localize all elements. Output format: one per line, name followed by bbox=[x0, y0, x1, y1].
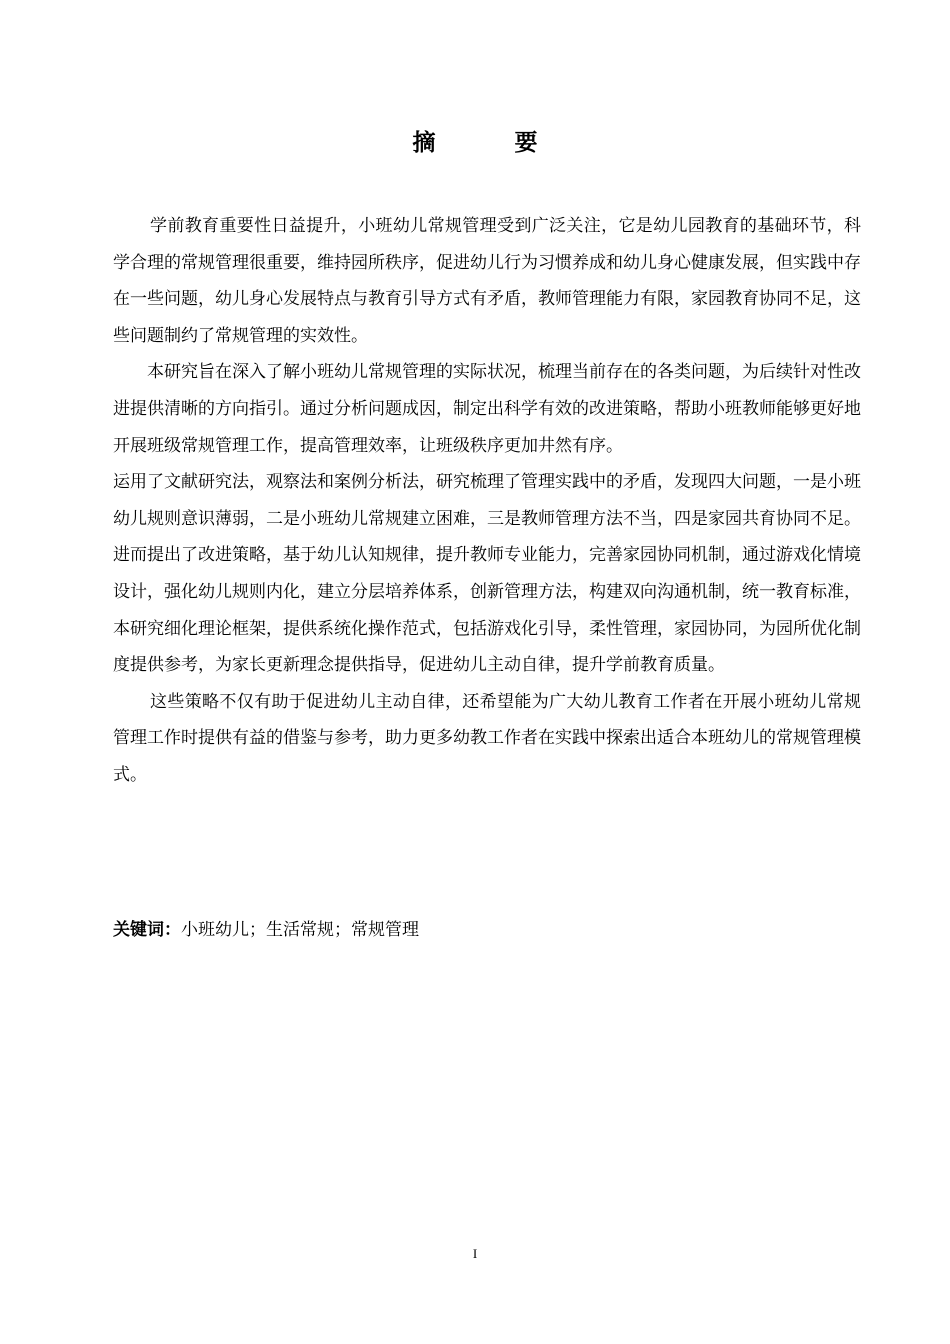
abstract-title: 摘 要 bbox=[412, 130, 566, 156]
abstract-body bbox=[113, 208, 861, 794]
page-number: I bbox=[472, 1246, 478, 1261]
keywords-label: 关键词： bbox=[113, 920, 181, 940]
keywords-text: 小班幼儿；生活常规；常规管理 bbox=[181, 920, 419, 940]
abstract-paragraph-3: 运用了文献研究法，观察法和案例分析法，研究梳理了管理实践中的矛盾，发现四大问题，一是小班幼儿规则意识薄弱，二是小班幼儿常规建立困难，三是教师管理方法不当，四是家园共育协同不足。进而提出了改进策略，基于幼儿认知规律，提升教师专业能力，完善家园协同机制，通过游戏化情境设计，强化幼儿规则内化，建立分层培养体系，创新管理方法，构建双向沟通机制，统一教育标准，本研究细化理论框架，提供系统化操作范式，包括游戏化引导，柔性管理，家园协同，为园所优化制度提供参考，为家长更新理念提供指导，促进幼儿主动自律，提升学前教育质量。 bbox=[113, 472, 861, 676]
abstract-paragraph-2: 本研究旨在深入了解小班幼儿常规管理的实际状况，梳理当前存在的各类问题，为后续针对性改进提供清晰的方向指引。通过分析问题成因，制定出科学有效的改进策略，帮助小班教师能够更好地开展班级常规管理工作，提高管理效率，让班级秩序更加井然有序。 bbox=[113, 362, 861, 456]
keywords-line bbox=[113, 915, 419, 945]
abstract-paragraph-4: 这些策略不仅有助于促进幼儿主动自律，还希望能为广大幼儿教育工作者在开展小班幼儿常规管理工作时提供有益的借鉴与参考，助力更多幼教工作者在实践中探索出适合本班幼儿的常规管理模式。 bbox=[113, 691, 861, 785]
abstract-paragraph-1: 学前教育重要性日益提升，小班幼儿常规管理受到广泛关注，它是幼儿园教育的基础环节，科学合理的常规管理很重要，维持园所秩序，促进幼儿行为习惯养成和幼儿身心健康发展，但实践中存在一些问题，幼儿身心发展特点与教育引导方式有矛盾，教师管理能力有限，家园教育协同不足，这些问题制约了常规管理的实效性。 bbox=[113, 216, 861, 346]
